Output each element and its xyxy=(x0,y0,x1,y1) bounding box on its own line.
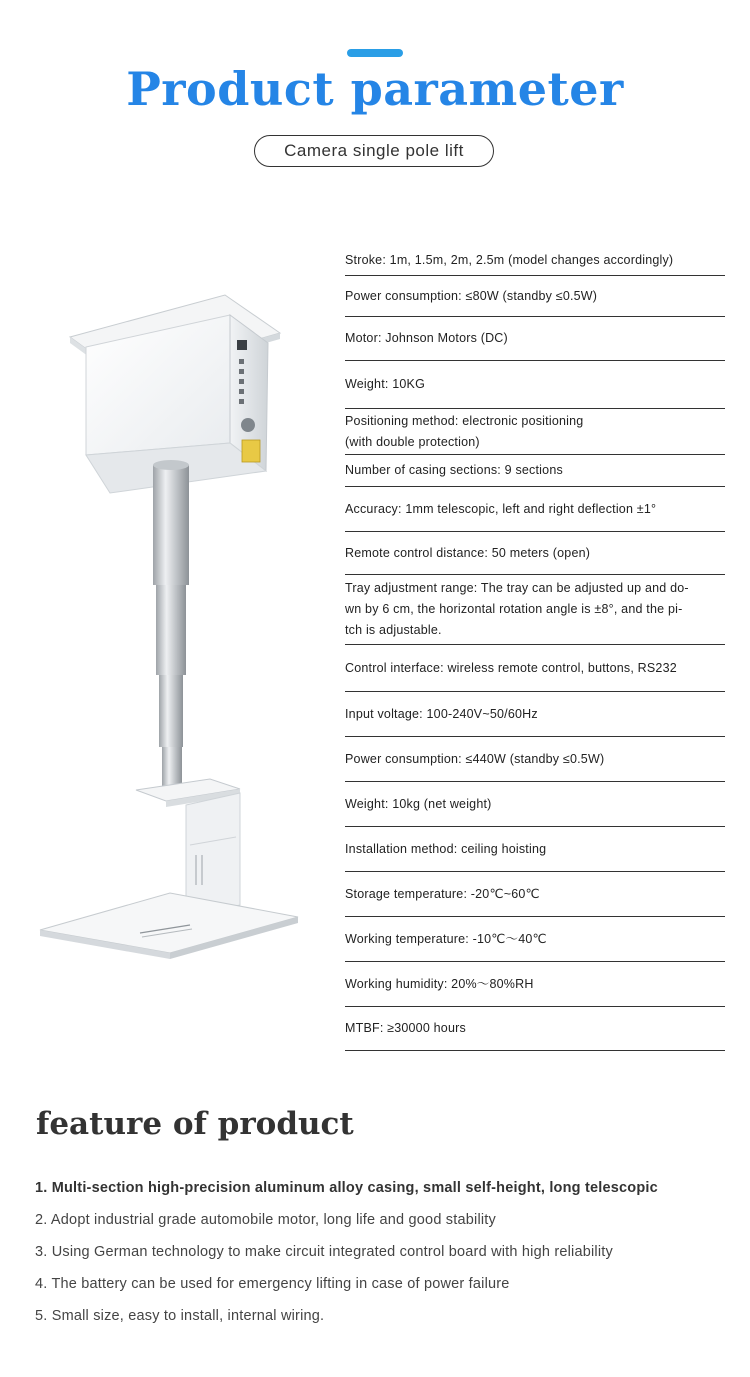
spec-working-temperature xyxy=(345,917,725,962)
page-title: Product parameter xyxy=(126,62,624,116)
feature-item: 1. Multi-section high-precision aluminum alloy casing, small self-height, long telescopic xyxy=(35,1180,658,1196)
spec-text: Weight: 10KG xyxy=(345,377,425,391)
spec-text: Input voltage: 100-240V~50/60Hz xyxy=(345,706,538,721)
spec-weight xyxy=(345,361,725,409)
spec-text: Remote control distance: 50 meters (open) xyxy=(345,545,591,560)
spec-text: Motor: Johnson Motors (DC) xyxy=(345,331,508,345)
spec-tray-adjustment xyxy=(345,575,725,645)
spec-text: Control interface: wireless remote control, buttons, RS232 xyxy=(345,660,677,675)
spec-power-consumption-max xyxy=(345,737,725,782)
spec-positioning-method xyxy=(345,409,725,455)
spec-power-consumption xyxy=(345,276,725,317)
spec-working-humidity xyxy=(345,962,725,1007)
subtitle-badge: Camera single pole lift xyxy=(254,135,494,167)
spec-motor xyxy=(345,317,725,361)
spec-control-interface xyxy=(345,645,725,692)
spec-text: Working humidity: 20%～80%RH xyxy=(345,976,534,991)
spec-storage-temperature xyxy=(345,872,725,917)
spec-text: Storage temperature: -20℃~60℃ xyxy=(345,886,540,901)
spec-stroke xyxy=(345,245,725,276)
spec-installation-method xyxy=(345,827,725,872)
spec-input-voltage xyxy=(345,692,725,737)
spec-text: Power consumption: ≤80W (standby ≤0.5W) xyxy=(345,288,598,303)
spec-net-weight xyxy=(345,782,725,827)
feature-item: 3. Using German technology to make circuit integrated control board with high reliability xyxy=(35,1244,613,1260)
spec-text: Installation method: ceiling hoisting xyxy=(345,841,547,856)
feature-list xyxy=(35,1178,735,1338)
feature-item: 2. Adopt industrial grade automobile motor, long life and good stability xyxy=(35,1212,496,1228)
spec-text: Positioning method: electronic positioning (with double protection) xyxy=(345,413,584,449)
feature-section-title: feature of product xyxy=(36,1106,354,1142)
spec-text: Tray adjustment range: The tray can be adjusted up and do- wn by 6 cm, the horizontal rotation angle is ±8°, and the pi- tch is adjustable. xyxy=(345,581,689,637)
spec-text: Accuracy: 1mm telescopic, left and right deflection ±1° xyxy=(345,501,657,516)
spec-text: Power consumption: ≤440W (standby ≤0.5W) xyxy=(345,751,605,766)
spec-list xyxy=(345,245,725,1051)
product-image xyxy=(30,285,310,985)
spec-accuracy xyxy=(345,487,725,532)
spec-mtbf xyxy=(345,1007,725,1051)
spec-text: Number of casing sections: 9 sections xyxy=(345,463,563,477)
spec-casing-sections xyxy=(345,455,725,487)
spec-text: Weight: 10kg (net weight) xyxy=(345,796,492,811)
spec-text: Stroke: 1m, 1.5m, 2m, 2.5m (model changes accordingly) xyxy=(345,252,674,267)
spec-remote-distance xyxy=(345,532,725,575)
spec-text: MTBF: ≥30000 hours xyxy=(345,1021,466,1035)
feature-item: 4. The battery can be used for emergency lifting in case of power failure xyxy=(35,1276,510,1292)
spec-text: Working temperature: -10℃～40℃ xyxy=(345,931,547,946)
accent-bar xyxy=(347,49,403,57)
feature-item: 5. Small size, easy to install, internal wiring. xyxy=(35,1308,325,1324)
